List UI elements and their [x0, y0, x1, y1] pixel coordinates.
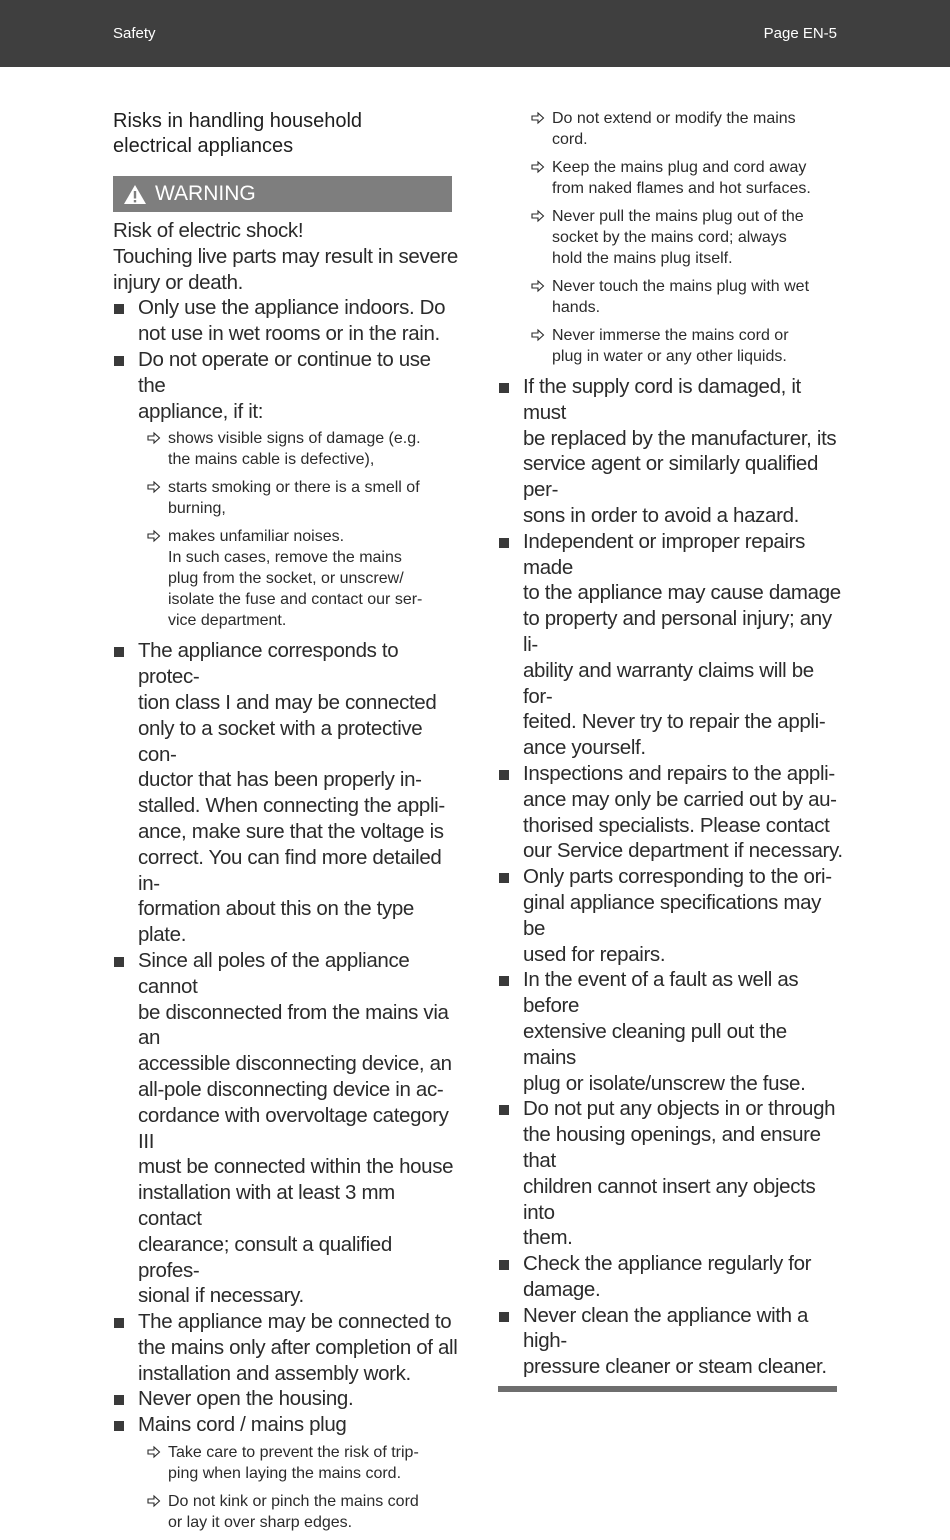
sub-item-line: Keep the mains plug and cord away: [552, 159, 807, 176]
bullet-line: be disconnected from the mains via an: [138, 1000, 449, 1050]
bullet-text: [523, 1096, 843, 1251]
sub-item-text: [168, 1493, 419, 1531]
bullet-line: pressure cleaner or steam cleaner.: [523, 1355, 827, 1379]
bullet-text: [138, 1309, 458, 1386]
heading-line: electrical appliances: [113, 135, 294, 157]
bullet-item: [113, 1412, 458, 1533]
outline-arrow-icon: [531, 209, 545, 223]
bullet-line: If the supply cord is damaged, it must: [523, 375, 801, 424]
bullet-line: stalled. When connecting the appli-: [138, 794, 445, 818]
bullet-item: [113, 1309, 458, 1386]
page-number: Page EN-5: [763, 25, 837, 42]
bullet-line: In the event of a fault as well as before: [523, 968, 799, 1018]
bullet-line: our Service department if necessary.: [523, 839, 843, 863]
bullet-item: [498, 1303, 843, 1380]
warning-triangle-icon: [123, 184, 147, 205]
bullet-line: service agent or similarly qualified per-: [523, 452, 819, 502]
bullet-item: [113, 347, 458, 631]
bullet-line: the housing openings, and ensure that: [523, 1123, 821, 1172]
sub-list: [138, 1442, 458, 1533]
sub-item-line: Do not extend or modify the mains: [552, 110, 796, 127]
right-column: [498, 108, 843, 1392]
bullet-text: [523, 1303, 843, 1380]
sub-item-line: burning,: [168, 500, 226, 518]
sub-item-text: [168, 479, 420, 517]
square-bullet-icon: [114, 1421, 124, 1431]
outline-arrow-icon: [147, 1445, 161, 1459]
bullet-text: [138, 347, 458, 424]
sub-item-line: Never immerse the mains cord or: [552, 327, 789, 344]
bullet-text: [523, 374, 843, 529]
sub-list-item: [498, 157, 843, 199]
sub-item-line: starts smoking or there is a smell of: [168, 479, 420, 497]
sub-item-line: makes unfamiliar noises.: [168, 528, 345, 546]
bullet-line: Since all poles of the appliance cannot: [138, 948, 410, 998]
bullet-line: feited. Never try to repair the appli-: [523, 710, 826, 734]
bullet-line: to the appliance may cause damage: [523, 581, 841, 605]
bullet-item: [498, 1251, 843, 1303]
bullet-line: ginal appliance specifications may be: [523, 890, 822, 940]
bullet-line: Independent or improper repairs made: [523, 529, 806, 579]
sub-item-text: [552, 159, 811, 197]
bullet-line: be replaced by the manufacturer, its: [523, 426, 837, 450]
bullet-item: [113, 638, 458, 948]
bullet-line: tion class I and may be connected: [138, 690, 437, 714]
sub-list-item: [498, 108, 843, 150]
outline-arrow-icon: [147, 431, 161, 445]
bullet-line: them.: [523, 1226, 573, 1250]
square-bullet-icon: [114, 356, 124, 366]
bullet-line: The appliance may be connected to: [138, 1310, 452, 1334]
bullet-line: the mains only after completion of all: [138, 1335, 458, 1359]
sub-item-line: cord.: [552, 131, 588, 148]
bullet-line: installation with at least 3 mm contact: [138, 1181, 395, 1230]
page-header: [0, 0, 950, 67]
bullet-line: Inspections and repairs to the appli-: [523, 761, 835, 785]
sub-item-line: Do not kink or pinch the mains cord: [168, 1493, 419, 1511]
bullet-line: children cannot insert any objects into: [523, 1174, 816, 1224]
bullet-text: [523, 529, 843, 761]
sub-list-item: [498, 206, 843, 269]
sub-item-line: ping when laying the mains cord.: [168, 1465, 402, 1483]
left-bullet-list: [113, 295, 458, 1533]
square-bullet-icon: [499, 1260, 509, 1270]
sub-item-line: vice department.: [168, 612, 287, 630]
sub-list-item: [498, 325, 843, 367]
outline-arrow-icon: [531, 279, 545, 293]
square-bullet-icon: [114, 1395, 124, 1405]
sub-item-line: Never touch the mains plug with wet: [552, 278, 810, 295]
sub-item-line: from naked flames and hot surfaces.: [552, 180, 811, 197]
sub-item-text: [168, 1444, 419, 1482]
intro-line: Touching live parts may result in severe: [113, 244, 458, 268]
bullet-line: Never open the housing.: [138, 1387, 354, 1411]
sub-item-text: [168, 528, 422, 629]
bullet-text: [138, 638, 458, 948]
bullet-text: [138, 1386, 458, 1412]
sub-list: [138, 428, 458, 631]
bullet-item: [498, 1096, 843, 1251]
sub-item-line: In such cases, remove the mains: [168, 549, 402, 567]
square-bullet-icon: [499, 770, 509, 780]
sub-item-text: [552, 208, 804, 267]
bullet-line: used for repairs.: [523, 942, 666, 966]
outline-arrow-icon: [147, 1494, 161, 1508]
section-title: Safety: [113, 25, 156, 42]
sub-item-text: [168, 430, 421, 468]
bullet-line: Check the appliance regularly for: [523, 1252, 812, 1276]
bullet-item: [498, 967, 843, 1096]
bullet-text: [138, 295, 458, 347]
square-bullet-icon: [499, 976, 509, 986]
sub-list-item: [498, 276, 843, 318]
square-bullet-icon: [114, 1318, 124, 1328]
sub-item-line: Never pull the mains plug out of the: [552, 208, 804, 225]
left-column: [113, 109, 458, 1540]
right-sub-list: [498, 108, 843, 367]
bullet-item: [498, 864, 843, 967]
bullet-line: ability and warranty claims will be for-: [523, 658, 814, 708]
section-end-rule: [498, 1386, 837, 1392]
bullet-item: [113, 1386, 458, 1412]
bullet-item: [498, 761, 843, 864]
bullet-text: [523, 761, 843, 864]
sub-list-item: [138, 477, 458, 519]
sub-item-line: socket by the mains cord; always: [552, 229, 787, 246]
bullet-line: sons in order to avoid a hazard.: [523, 503, 799, 527]
square-bullet-icon: [114, 957, 124, 967]
outline-arrow-icon: [531, 111, 545, 125]
bullet-item: [498, 529, 843, 761]
bullet-line: Only parts corresponding to the ori-: [523, 865, 832, 889]
bullet-text: [523, 1251, 843, 1303]
bullet-line: accessible disconnecting device, an: [138, 1052, 452, 1076]
sub-item-text: [552, 278, 809, 316]
bullet-line: sional if necessary.: [138, 1284, 304, 1308]
sub-list-item: [138, 1491, 458, 1533]
bullet-line: plug or isolate/unscrew the fuse.: [523, 1071, 806, 1095]
sub-list-item: [138, 428, 458, 470]
bullet-line: Do not put any objects in or through: [523, 1097, 836, 1121]
square-bullet-icon: [499, 873, 509, 883]
bullet-text: [138, 1412, 458, 1438]
bullet-line: only to a socket with a protective con-: [138, 716, 423, 766]
bullet-item: [498, 374, 843, 529]
heading-line: Risks in handling household: [113, 110, 363, 132]
bullet-line: must be connected within the house: [138, 1155, 454, 1179]
square-bullet-icon: [499, 538, 509, 548]
sub-item-line: shows visible signs of damage (e.g.: [168, 430, 421, 448]
intro-line: injury or death.: [113, 270, 244, 294]
section-heading: [113, 109, 458, 159]
outline-arrow-icon: [531, 328, 545, 342]
bullet-line: Never clean the appliance with a high-: [523, 1303, 809, 1353]
outline-arrow-icon: [147, 529, 161, 543]
bullet-line: extensive cleaning pull out the mains: [523, 1019, 787, 1069]
warning-intro: [113, 218, 458, 295]
square-bullet-icon: [499, 383, 509, 393]
bullet-line: appliance, if it:: [138, 399, 264, 423]
bullet-line: ance yourself.: [523, 736, 646, 760]
sub-item-line: or lay it over sharp edges.: [168, 1514, 353, 1532]
bullet-line: Only use the appliance indoors. Do: [138, 296, 446, 320]
bullet-text: [138, 948, 458, 1309]
bullet-text: [523, 864, 843, 967]
sub-item-text: [552, 327, 789, 365]
sub-item-line: hold the mains plug itself.: [552, 250, 733, 267]
bullet-line: The appliance corresponds to protec-: [138, 639, 399, 689]
warning-banner: [113, 176, 452, 212]
bullet-line: Do not operate or continue to use the: [138, 347, 431, 397]
bullet-text: [523, 967, 843, 1096]
outline-arrow-icon: [531, 160, 545, 174]
warning-label: WARNING: [155, 182, 256, 205]
sub-item-line: isolate the fuse and contact our ser-: [168, 591, 423, 609]
outline-arrow-icon: [147, 480, 161, 494]
bullet-line: all-pole disconnecting device in ac-: [138, 1077, 444, 1101]
bullet-line: to property and personal injury; any li-: [523, 607, 832, 656]
sub-item-text: [552, 110, 796, 148]
bullet-line: correct. You can find more detailed in-: [138, 845, 442, 895]
bullet-line: not use in wet rooms or in the rain.: [138, 322, 440, 346]
square-bullet-icon: [499, 1105, 509, 1115]
bullet-line: ance may only be carried out by au-: [523, 787, 837, 811]
bullet-line: installation and assembly work.: [138, 1361, 411, 1385]
bullet-line: formation about this on the type plate.: [138, 897, 414, 947]
sub-item-line: hands.: [552, 299, 601, 316]
bullet-item: [113, 948, 458, 1309]
square-bullet-icon: [499, 1312, 509, 1322]
sub-list-item: [138, 526, 458, 631]
square-bullet-icon: [114, 647, 124, 657]
square-bullet-icon: [114, 304, 124, 314]
bullet-item: [113, 295, 458, 347]
sub-item-line: Take care to prevent the risk of trip-: [168, 1444, 419, 1462]
bullet-line: clearance; consult a qualified profes-: [138, 1232, 392, 1282]
sub-item-line: plug from the socket, or unscrew/: [168, 570, 404, 588]
sub-item-line: plug in water or any other liquids.: [552, 348, 787, 365]
bullet-line: cordance with overvoltage category III: [138, 1103, 449, 1153]
bullet-line: thorised specialists. Please contact: [523, 813, 830, 837]
sub-item-line: the mains cable is defective),: [168, 451, 375, 469]
bullet-line: ance, make sure that the voltage is: [138, 819, 444, 843]
bullet-line: Mains cord / mains plug: [138, 1413, 347, 1437]
bullet-line: ductor that has been properly in-: [138, 768, 422, 792]
intro-line: Risk of electric shock!: [113, 219, 304, 242]
right-bullet-list: [498, 374, 843, 1380]
bullet-line: damage.: [523, 1277, 601, 1301]
sub-list-item: [138, 1442, 458, 1484]
